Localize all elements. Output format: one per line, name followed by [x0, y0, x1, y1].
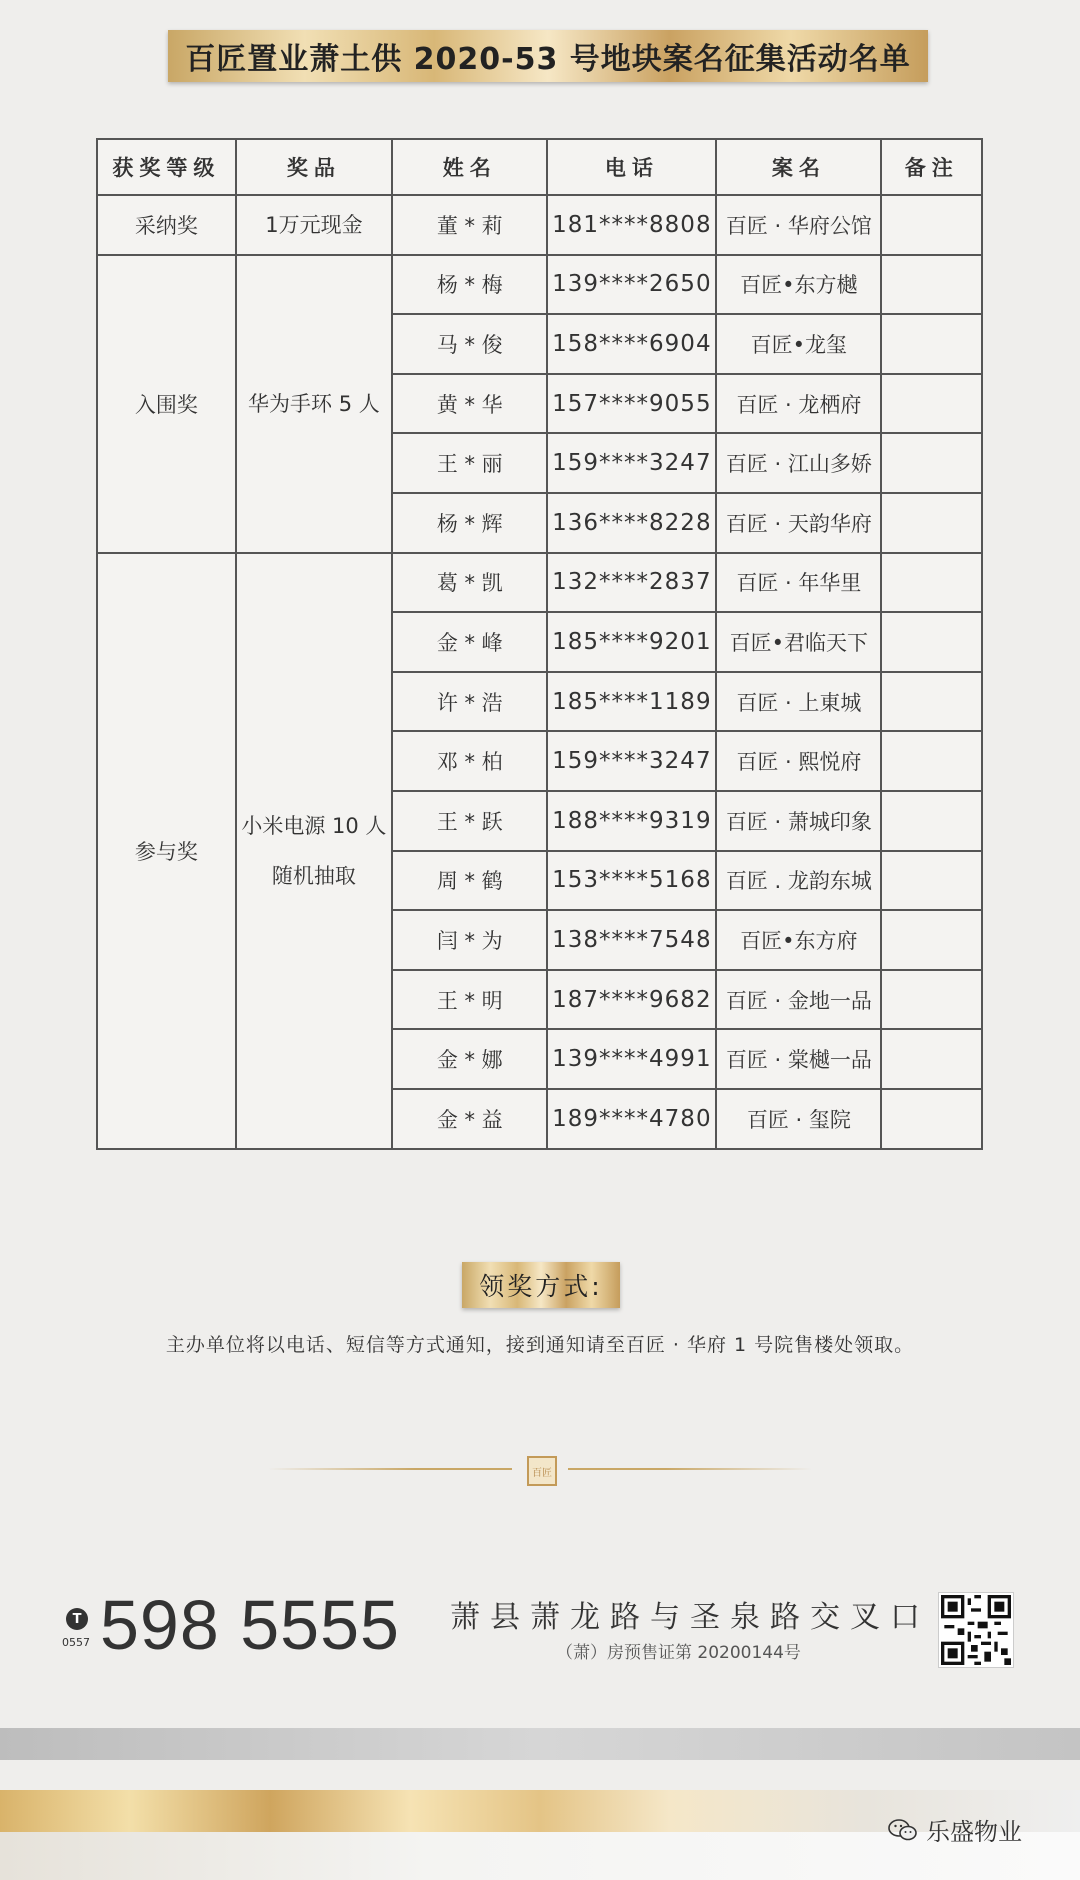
- winner-name-cell: 杨 * 梅: [392, 255, 547, 315]
- winner-name-cell: 邓 * 柏: [392, 731, 547, 791]
- wechat-icon: [888, 1818, 918, 1842]
- note-cell: [881, 553, 982, 613]
- winner-name-cell: 金 * 峰: [392, 612, 547, 672]
- note-cell: [881, 672, 982, 732]
- prize-line: 随机抽取: [271, 863, 356, 888]
- note-cell: [881, 851, 982, 911]
- table-row: [97, 195, 982, 255]
- brand-seal-icon: 百匠: [527, 1456, 557, 1486]
- prize-line: 小米电源 10 人: [241, 813, 387, 838]
- presale-license: （萧）房预售证第 20200144号: [556, 1643, 801, 1663]
- winner-phone-cell: 136****8228: [547, 493, 716, 553]
- table-row: [97, 255, 982, 315]
- award-table: [96, 138, 983, 1150]
- footer-band-gray: [0, 1728, 1080, 1760]
- winner-phone-cell: 181****8808: [547, 195, 716, 255]
- winner-name-cell: 金 * 娜: [392, 1029, 547, 1089]
- award-level-cell: 参与奖: [97, 553, 236, 1149]
- claim-method-label: [462, 1262, 620, 1308]
- project-name-cell: 百匠 · 玺院: [716, 1089, 881, 1149]
- prize-line: 华为手环 5 人: [248, 391, 380, 416]
- project-name-cell: 百匠 · 金地一品: [716, 970, 881, 1030]
- award-level-cell: 入围奖: [97, 255, 236, 553]
- winner-phone-cell: 189****4780: [547, 1089, 716, 1149]
- winner-name-cell: 王 * 明: [392, 970, 547, 1030]
- project-name-cell: 百匠•东方樾: [716, 255, 881, 315]
- winner-name-cell: 金 * 益: [392, 1089, 547, 1149]
- header-level: 获奖等级: [97, 139, 236, 195]
- winner-name-cell: 董 * 莉: [392, 195, 547, 255]
- winner-name-cell: 马 * 俊: [392, 314, 547, 374]
- winner-phone-cell: 185****9201: [547, 612, 716, 672]
- qr-code-icon[interactable]: [938, 1592, 1014, 1668]
- claim-method-label-text: 领奖方式:: [479, 1272, 603, 1301]
- winner-phone-cell: 159****3247: [547, 731, 716, 791]
- note-cell: [881, 374, 982, 434]
- header-project: 案名: [716, 139, 881, 195]
- page-title: 百匠置业萧土供 2020-53 号地块案名征集活动名单: [185, 42, 911, 77]
- prize-line: 1万元现金: [265, 212, 363, 237]
- note-cell: [881, 791, 982, 851]
- header-name: 姓名: [392, 139, 547, 195]
- winner-phone-cell: 158****6904: [547, 314, 716, 374]
- project-name-cell: 百匠 · 棠樾一品: [716, 1029, 881, 1089]
- header-phone: 电话: [547, 139, 716, 195]
- winner-name-cell: 葛 * 凯: [392, 553, 547, 613]
- winner-phone-cell: 157****9055: [547, 374, 716, 434]
- project-name-cell: 百匠 · 江山多娇: [716, 433, 881, 493]
- note-cell: [881, 433, 982, 493]
- project-name-cell: 百匠 · 上東城: [716, 672, 881, 732]
- project-name-cell: 百匠•东方府: [716, 910, 881, 970]
- project-name-cell: 百匠•龙玺: [716, 314, 881, 374]
- note-cell: [881, 612, 982, 672]
- table-header-row: [97, 139, 982, 195]
- phone-icon: T: [66, 1608, 88, 1630]
- winner-phone-cell: 159****3247: [547, 433, 716, 493]
- project-name-cell: 百匠 · 龙栖府: [716, 374, 881, 434]
- winner-name-cell: 王 * 丽: [392, 433, 547, 493]
- header-note: 备注: [881, 139, 982, 195]
- watermark: [888, 1812, 1022, 1847]
- project-name-cell: 百匠 · 年华里: [716, 553, 881, 613]
- claim-method-text: 主办单位将以电话、短信等方式通知，接到通知请至百匠 · 华府 1 号院售楼处领取。: [165, 1334, 915, 1356]
- award-level-cell: 采纳奖: [97, 195, 236, 255]
- winner-name-cell: 许 * 浩: [392, 672, 547, 732]
- hotline-number[interactable]: 598 5555: [100, 1586, 400, 1664]
- prize-cell: [236, 255, 392, 553]
- prize-cell: [236, 195, 392, 255]
- winner-phone-cell: 138****7548: [547, 910, 716, 970]
- header-prize: 奖品: [236, 139, 392, 195]
- winner-phone-cell: 153****5168: [547, 851, 716, 911]
- note-cell: [881, 731, 982, 791]
- note-cell: [881, 1029, 982, 1089]
- project-name-cell: 百匠 · 华府公馆: [716, 195, 881, 255]
- winner-name-cell: 杨 * 辉: [392, 493, 547, 553]
- winner-phone-cell: 185****1189: [547, 672, 716, 732]
- note-cell: [881, 314, 982, 374]
- watermark-text: 乐盛物业: [926, 1818, 1022, 1846]
- winner-phone-cell: 139****2650: [547, 255, 716, 315]
- project-name-cell: 百匠 · 萧城印象: [716, 791, 881, 851]
- project-name-cell: 百匠 · 天韵华府: [716, 493, 881, 553]
- address: 萧县萧龙路与圣泉路交叉口: [450, 1600, 930, 1635]
- table-body: [97, 195, 982, 1149]
- divider-line-left: [268, 1468, 512, 1470]
- project-name-cell: 百匠 · 熙悦府: [716, 731, 881, 791]
- winner-name-cell: 周 * 鹤: [392, 851, 547, 911]
- project-name-cell: 百匠•君临天下: [716, 612, 881, 672]
- prize-cell: [236, 553, 392, 1149]
- title-banner: [168, 30, 928, 82]
- winner-name-cell: 王 * 跃: [392, 791, 547, 851]
- winner-name-cell: 闫 * 为: [392, 910, 547, 970]
- note-cell: [881, 195, 982, 255]
- note-cell: [881, 1089, 982, 1149]
- winner-phone-cell: 188****9319: [547, 791, 716, 851]
- winner-phone-cell: 187****9682: [547, 970, 716, 1030]
- winner-name-cell: 黄 * 华: [392, 374, 547, 434]
- winner-phone-cell: 132****2837: [547, 553, 716, 613]
- table-row: [97, 553, 982, 613]
- note-cell: [881, 493, 982, 553]
- winner-phone-cell: 139****4991: [547, 1029, 716, 1089]
- divider-line-right: [568, 1468, 812, 1470]
- qr-code-graphic: [941, 1595, 1011, 1665]
- note-cell: [881, 255, 982, 315]
- note-cell: [881, 970, 982, 1030]
- project-name-cell: 百匠 . 龙韵东城: [716, 851, 881, 911]
- area-code: 0557: [62, 1636, 90, 1649]
- note-cell: [881, 910, 982, 970]
